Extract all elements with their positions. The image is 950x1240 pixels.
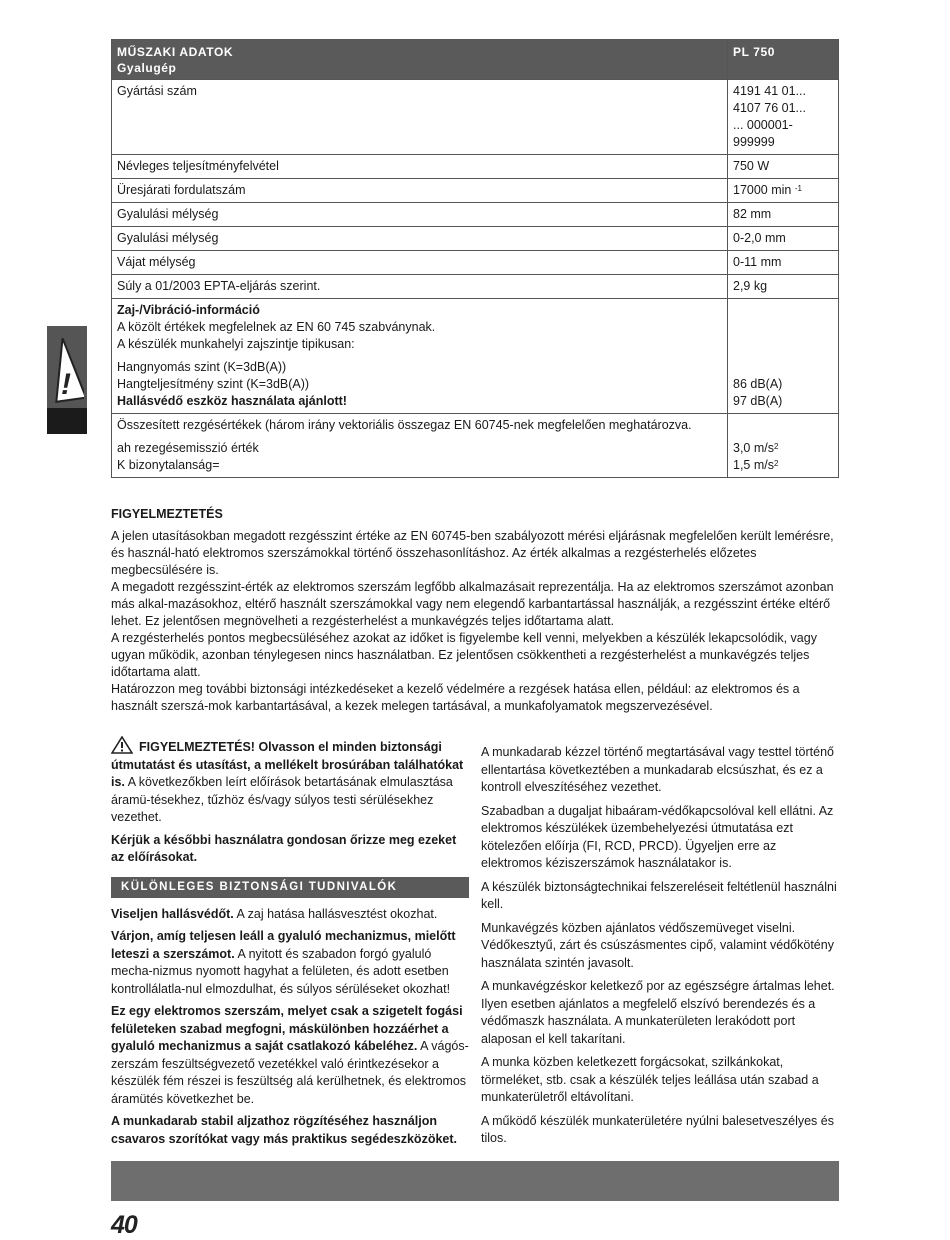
spec-row (112, 203, 839, 227)
safety-right-column (481, 744, 839, 1154)
vibration-warning-section (111, 506, 839, 715)
vibration-info (112, 414, 728, 478)
spec-row (112, 80, 839, 155)
special-safety-heading: KÜLÖNLEGES BIZTONSÁGI TUDNIVALÓK (111, 877, 469, 898)
safety-paragraph: A munkadarab kézzel történő megtartásával vagy testtel történő ellentartása következtében a munkadarab elcsúszhat, és ez a kontroll elveszítéséhez vezethet. (481, 745, 834, 794)
spec-header-row (112, 40, 839, 80)
hearing-protection-advice: Hallásvédő eszköz használata ajánlott! (117, 394, 347, 408)
warning-side-tab (47, 326, 87, 434)
safety-paragraph: A készülék biztonságtechnikai felszereléseit feltétlenül használni kell. (481, 879, 837, 911)
spec-label: Súly a 01/2003 EPTA-eljárás szerint. (112, 275, 728, 299)
safety-paragraph: A működő készülék munkaterületére nyúlni balesetveszélyes és tilos. (481, 1113, 834, 1145)
spec-header-model: PL 750 (728, 40, 839, 80)
safety-left-column (111, 736, 469, 1153)
warning-title: FIGYELMEZTETÉS (111, 507, 223, 521)
serial-2: 4107 76 01... (733, 101, 806, 115)
spec-row (112, 227, 839, 251)
spec-row (112, 275, 839, 299)
noise-info (112, 299, 728, 414)
safety-paragraph: A munka közben keletkezett forgácsokat, szilkánkokat, törmeléket, stb. csak a készülék teljes leállása után szabad a munkaterületről eltávolítani. (481, 1055, 819, 1104)
spec-label: Névleges teljesítményfelvétel (112, 155, 728, 179)
warning-paragraph: Határozzon meg további biztonsági intézkedéseket a kezelő védelmére a rezgések hatása ellen, például: az elektromos és a használt szerszá-mok karbantartásával, a kezek melegen tartásával, a munkafolyamatok megszervezésével. (111, 682, 800, 713)
noise-title: Zaj-/Vibráció-információ (117, 303, 260, 317)
safety-paragraph: A munkadarab stabil aljzathoz rögzítéséhez használjon csavaros szorítókat vagy más praktikus segédeszközöket. (111, 1114, 457, 1146)
safety-paragraph: Munkavégzés közben ajánlatos védőszemüveget viselni. Védőkesztyű, zárt és csúszásmentes cipő, valamint védőkötény használata szintén javasolt. (481, 920, 834, 970)
spec-value: 82 mm (728, 203, 839, 227)
general-warning-bold: FIGYELMEZTETÉS! Olvasson el minden biztonsági útmutatást és utasítást, a mellékelt brosúrában találhatókat is. (111, 740, 464, 789)
noise-values (728, 299, 839, 414)
sound-power-label: Hangteljesítmény szint (K=3dB(A)) (117, 377, 310, 391)
spec-row (112, 155, 839, 179)
sound-pressure-value: 86 dB(A) (733, 377, 783, 391)
spec-label: Gyártási szám (112, 80, 728, 155)
general-warning-text: A következőkben leírt előírások betartásának elmulasztása áramü-tésekhez, tűzhöz és/vagy súlyos testi sérülésekhez vezethet. (111, 775, 453, 824)
safety-paragraph: Várjon, amíg teljesen leáll a gyaluló mechanizmus, mielőtt leteszi a szerszámot. A nyitott és szabadon forgó gyaluló mecha-nizmus nyomott hagyhat a felületen, és adott esetben kontrollálatla-nul elmozdulhat, és súlyos sérüléseket okozhat! (111, 929, 456, 996)
spec-label: Gyalulási mélység (112, 203, 728, 227)
spec-table (111, 39, 839, 478)
noise-row (112, 299, 839, 414)
page-number: 40 (111, 1211, 137, 1239)
footer-bar (111, 1161, 839, 1201)
general-warning (111, 736, 469, 827)
spec-value: 0-11 mm (728, 251, 839, 275)
spec-row (112, 251, 839, 275)
vibration-row (112, 414, 839, 478)
noise-line-1: A közölt értékek megfelelnek az EN 60 745 szabványnak. (117, 320, 436, 334)
vibration-line: Összesített rezgésértékek (három irány vektoriális összegaz EN 60745-nek megfelelően meghatározva. (117, 418, 692, 432)
warning-paragraph: A rezgésterhelés pontos megbecsüléséhez azokat az időket is figyelembe kell venni, melyekben a készülék lekapcsolódik, vagy ugyan működik, azonban ténylegesen nincs használatban. Ez jelentősen csökkentheti a rezgésterhelést a munkavégzés teljes időtartama alatt. (111, 631, 817, 679)
spec-value (728, 179, 839, 203)
spec-label: Üresjárati fordulatszám (112, 179, 728, 203)
vibration-k-value: 1,5 $m/s^2$ (733, 458, 779, 472)
rpm-value: 17000 min (733, 183, 792, 197)
keep-instructions: Kérjük a későbbi használatra gondosan őrizze meg ezeket az előírásokat. (111, 832, 457, 864)
spec-value: 2,9 kg (728, 275, 839, 299)
spec-label: Gyalulási mélység (112, 227, 728, 251)
noise-line-2: A készülék munkahelyi zajszintje tipikusan: (117, 337, 355, 351)
spec-header-title: MŰSZAKI ADATOK (117, 45, 234, 59)
spec-header-subtitle: Gyalugép (117, 61, 177, 75)
vibration-ah-value: 3,0 $m/s^2$ (733, 441, 779, 455)
safety-paragraph: A munkavégzéskor keletkező por az egészségre ártalmas lehet. Ilyen esetben ajánlatos a megfelelő elszívó berendezés és a védőmaszk használata. A munkaterületen lerakódott port alaposan el kell takarítani. (481, 979, 835, 1046)
spec-value: 0-2,0 mm (728, 227, 839, 251)
spec-label: Vájat mélység (112, 251, 728, 275)
sound-pressure-label: Hangnyomás szint (K=3dB(A)) (117, 360, 287, 374)
serial-1: 4191 41 01... (733, 84, 806, 98)
safety-paragraph: Ez egy elektromos szerszám, melyet csak a szigetelt fogási felületeken szabad megfogni, máskülönben hozzáérhet a gyaluló mechanizmus a saját csatlakozó kábeléhez. A vágós-zerszám feszültségvezető vezetékkel való érintkezésekor a készülék fém részei is feszültség alá kerülhetnek, és elektromos áramütés következhet be. (111, 1004, 469, 1106)
spec-value (728, 80, 839, 155)
spec-value: 750 W (728, 155, 839, 179)
svg-text:!: ! (61, 368, 71, 401)
rpm-unit-sup: -1 (794, 184, 802, 193)
safety-paragraph: Viseljen hallásvédőt. A zaj hatása hallásvesztést okozhat. (111, 906, 438, 921)
vibration-k-label: K bizonytalanság= (117, 458, 220, 472)
warning-sidebar-icon (50, 334, 84, 406)
vibration-values (728, 414, 839, 478)
serial-3: ... 000001-999999 (733, 118, 793, 149)
warning-paragraph: A jelen utasításokban megadott rezgésszint értéke az EN 60745-ben szabályozott mérési eljárásnak megfelelően került lemérésre, és használ-ható elektromos szerszámokkal történő összehasonlításhoz. Az érték alkalmas a rezgésterhelés előzetes megbecsülésére is. (111, 529, 834, 577)
warning-triangle-icon (111, 736, 133, 754)
vibration-ah-label: ah rezegésemisszió érték (117, 441, 259, 455)
warning-paragraph: A megadott rezgésszint-érték az elektromos szerszám legfőbb alkalmazásait reprezentálja. Ha az elektromos szerszámot azonban más alkal-mazásokhoz, eltérő használt szerszámokkal vagy nem elegendő karbantartással használják, a rezgésszint értéke eltérő lehet. Ez jelentősen megnövelheti a rezgésterhelést a munkavégzés teljes időtartama alatt. (111, 580, 834, 628)
spec-row (112, 179, 839, 203)
sound-power-value: 97 dB(A) (733, 394, 783, 408)
spec-header-left (112, 40, 728, 80)
safety-paragraph: Szabadban a dugaljat hibaáram-védőkapcsolóval kell ellátni. Az elektromos készülékek üzembehelyezési útmutatása ezt kötelezően előírja (FI, RCD, PRCD). Ügyeljen erre az elektromos kéziszerszámok használatakor is. (481, 803, 834, 870)
